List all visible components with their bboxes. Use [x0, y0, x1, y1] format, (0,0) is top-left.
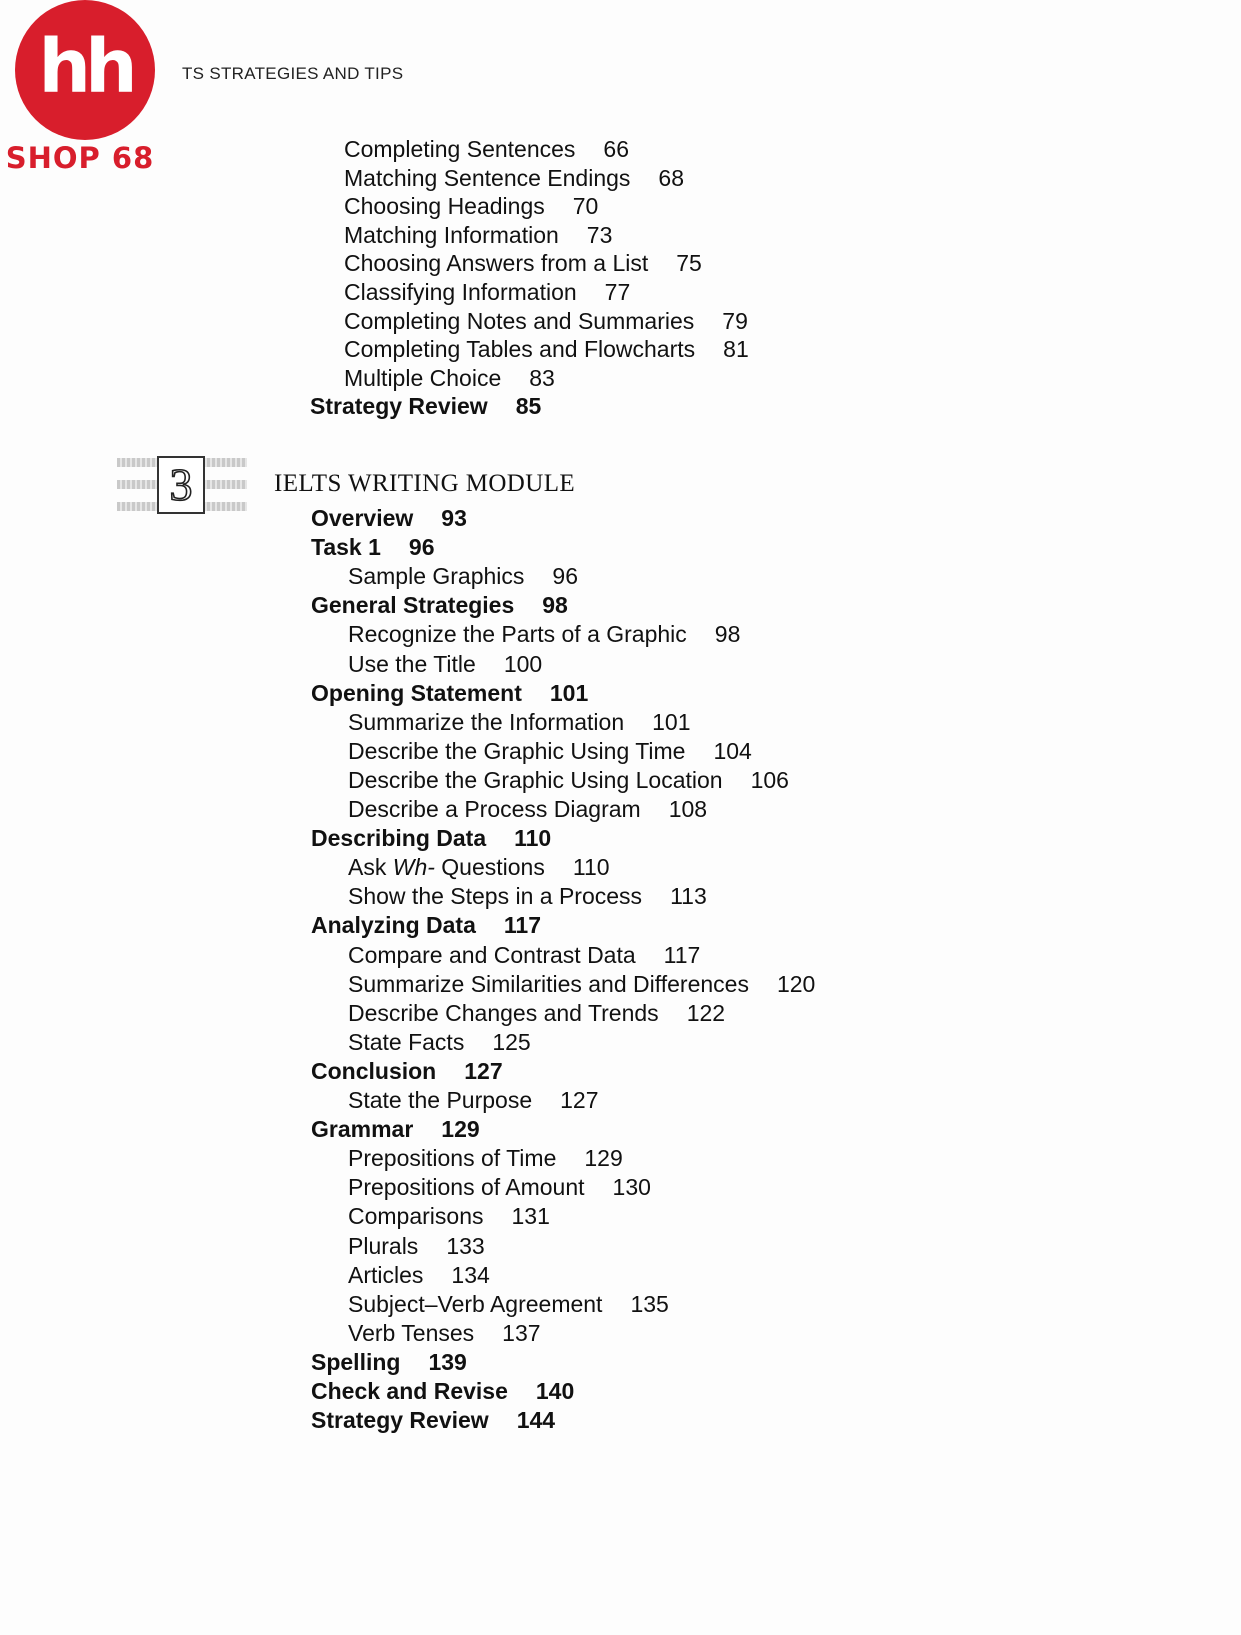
- toc-subentry: [348, 1202, 550, 1230]
- toc-subentry: [348, 795, 707, 823]
- toc-entry-label: Articles: [348, 1261, 424, 1288]
- toc-page-number: 127: [464, 1057, 503, 1084]
- toc-subentry: [344, 164, 684, 192]
- toc-page-number: 129: [441, 1116, 480, 1143]
- toc-page-number: 98: [542, 592, 568, 619]
- toc-subentry: [348, 1028, 531, 1056]
- toc-entry-label: Matching Sentence Endings: [344, 164, 631, 191]
- toc-page-number: 133: [446, 1232, 485, 1259]
- toc-section-entry: [311, 1348, 467, 1376]
- toc-page-number: 134: [451, 1261, 490, 1288]
- running-head: TS STRATEGIES AND TIPS: [182, 64, 404, 83]
- toc-subentry: [348, 620, 740, 648]
- toc-page-number: 129: [584, 1145, 623, 1172]
- toc-page-number: 125: [492, 1028, 531, 1055]
- toc-page-number: 139: [428, 1348, 467, 1375]
- toc-subentry: [348, 941, 700, 969]
- logo-mark: hh: [38, 24, 132, 110]
- toc-subentry: [344, 192, 598, 220]
- toc-subentry: [344, 364, 555, 392]
- toc-entry-label: Strategy Review: [311, 1407, 489, 1434]
- toc-subentry: [348, 970, 815, 998]
- toc-page-number: 135: [630, 1290, 669, 1317]
- toc-subentry: [348, 1086, 599, 1114]
- toc-entry-label: Subject–Verb Agreement: [348, 1290, 603, 1317]
- toc-page-number: 77: [604, 279, 631, 305]
- toc-entry-label: Sample Graphics: [348, 563, 525, 590]
- toc-page-number: 131: [511, 1203, 550, 1230]
- toc-page-number: 96: [408, 534, 435, 561]
- toc-page-number: 96: [552, 563, 579, 590]
- toc-section-entry: [311, 591, 568, 619]
- toc-section-entry: [311, 1057, 503, 1085]
- toc-entry-label: State Facts: [348, 1028, 465, 1055]
- toc-page-number: 70: [572, 193, 599, 220]
- toc-entry-label: Compare and Contrast Data: [348, 941, 636, 968]
- toc-entry-label-italic: Wh-: [392, 854, 435, 881]
- module-title: IELTS WRITING MODULE: [274, 470, 576, 497]
- toc-entry-label: Multiple Choice: [344, 364, 502, 391]
- toc-entry-label: Describe the Graphic Using Location: [348, 766, 723, 793]
- toc-entry-label: General Strategies: [311, 592, 515, 619]
- toc-subentry: [348, 1319, 541, 1347]
- toc-subentry: [344, 335, 749, 363]
- toc-entry-label: Completing Notes and Summaries: [344, 307, 695, 334]
- toc-page-number: 66: [603, 136, 630, 162]
- toc-section-entry: [311, 1377, 574, 1405]
- module-number-badge: [117, 456, 247, 514]
- toc-subentry: [348, 1290, 669, 1318]
- shop-watermark: SHOP 68: [5, 141, 155, 175]
- toc-entry-label: Prepositions of Time: [348, 1145, 557, 1172]
- toc-entry-label: Strategy Review: [310, 393, 488, 420]
- toc-entry-label: Task 1: [311, 534, 381, 561]
- toc-subentry: [348, 1261, 490, 1289]
- toc-page-number: 68: [658, 164, 685, 191]
- toc-entry-label: Summarize the Information: [348, 708, 625, 735]
- toc-section-entry: [311, 504, 467, 532]
- toc-page-number: 101: [652, 708, 691, 735]
- toc-entry-label: Grammar: [311, 1116, 414, 1143]
- toc-entry-label: Opening Statement: [311, 679, 522, 706]
- toc-page-number: 106: [750, 766, 789, 793]
- toc-entry-label: Describe the Graphic Using Time: [348, 737, 686, 764]
- toc-entry-label: Conclusion: [311, 1057, 437, 1084]
- toc-page-number: 122: [686, 999, 726, 1026]
- toc-page-number: 130: [612, 1174, 651, 1201]
- toc-subentry: [344, 307, 748, 335]
- toc-section-entry: [311, 533, 435, 561]
- toc-subentry: [348, 1173, 651, 1201]
- toc-subentry: [348, 766, 789, 794]
- toc-subentry: [348, 999, 725, 1027]
- toc-entry-label: Show the Steps in a Process: [348, 883, 643, 910]
- toc-entry-label: Analyzing Data: [311, 912, 476, 939]
- toc-subentry: [348, 853, 610, 881]
- toc-page-number: 83: [529, 364, 555, 391]
- toc-page-number: 98: [714, 621, 741, 648]
- toc-page-number: 113: [670, 883, 707, 910]
- toc-entry-label: Describing Data: [311, 825, 487, 852]
- toc-entry-label: Recognize the Parts of a Graphic: [348, 621, 687, 648]
- toc-subentry: [348, 882, 707, 910]
- toc-entry-label: State the Purpose: [348, 1087, 533, 1113]
- toc-page-number: 127: [560, 1087, 599, 1113]
- toc-entry-label: Completing Tables and Flowcharts: [344, 336, 696, 363]
- toc-entry-label: Check and Revise: [311, 1378, 508, 1404]
- toc-subentry: [348, 737, 752, 765]
- toc-page-number: 79: [722, 307, 748, 334]
- toc-subentry: [348, 1144, 623, 1172]
- toc-entry-label: [348, 854, 545, 880]
- toc-page-number: 93: [441, 505, 467, 531]
- badge-box: [157, 456, 205, 514]
- toc-section-entry: [311, 824, 551, 852]
- toc-entry-label: Spelling: [311, 1348, 401, 1375]
- toc-page-number: 81: [723, 336, 749, 363]
- hh-logo: [15, 0, 155, 140]
- toc-entry-label: Prepositions of Amount: [348, 1174, 585, 1201]
- toc-entry-label: Use the Title: [348, 650, 476, 677]
- toc-subentry: [344, 135, 629, 163]
- module-number: 3: [169, 459, 193, 510]
- toc-page-number: 110: [514, 825, 552, 852]
- toc-entry-label: Completing Sentences: [344, 136, 576, 162]
- toc-section-entry: [311, 1406, 555, 1434]
- toc-section-entry: [311, 911, 541, 939]
- toc-entry-label: Verb Tenses: [348, 1319, 475, 1346]
- toc-entry-label-part: Questions: [434, 854, 545, 881]
- toc-page-number: 110: [572, 854, 610, 881]
- toc-page-number: 144: [516, 1407, 556, 1434]
- toc-entry-label: Describe Changes and Trends: [348, 999, 659, 1026]
- toc-page-number: 85: [515, 393, 542, 420]
- toc-section-entry: [311, 679, 588, 707]
- toc-subentry: [348, 650, 542, 678]
- toc-page-number: 117: [503, 912, 541, 939]
- toc-page-number: 140: [535, 1378, 575, 1404]
- toc-subentry: [344, 249, 702, 277]
- toc-entry-label: Choosing Headings: [344, 193, 545, 220]
- toc-subentry: [348, 1232, 485, 1260]
- toc-entry-label: Overview: [311, 505, 414, 531]
- toc-page-number: 117: [663, 941, 701, 968]
- toc-page-number: 137: [502, 1319, 541, 1346]
- toc-page-number: 101: [549, 679, 589, 706]
- toc-page-number: 108: [668, 796, 708, 822]
- toc-page-number: 73: [586, 221, 613, 248]
- toc-subentry: [348, 562, 578, 590]
- toc-entry-label: Plurals: [348, 1232, 419, 1259]
- toc-page-number: 120: [776, 970, 816, 997]
- toc-subentry: [344, 221, 612, 249]
- toc-section-entry: [311, 1115, 480, 1143]
- toc-entry-label: Comparisons: [348, 1203, 484, 1230]
- toc-subentry: [344, 278, 630, 306]
- toc-section-entry: [310, 392, 541, 420]
- toc-entry-label: Classifying Information: [344, 279, 577, 305]
- toc-entry-label-part: Ask: [348, 854, 393, 881]
- toc-entry-label: Choosing Answers from a List: [344, 250, 649, 277]
- toc-page-number: 75: [676, 250, 702, 277]
- toc-entry-label: Describe a Process Diagram: [348, 796, 641, 822]
- toc-entry-label: Summarize Similarities and Differences: [348, 970, 749, 997]
- toc-entry-label: Matching Information: [344, 221, 559, 248]
- toc-page-number: 100: [503, 650, 543, 677]
- toc-subentry: [348, 708, 691, 736]
- toc-page-number: 104: [713, 737, 752, 764]
